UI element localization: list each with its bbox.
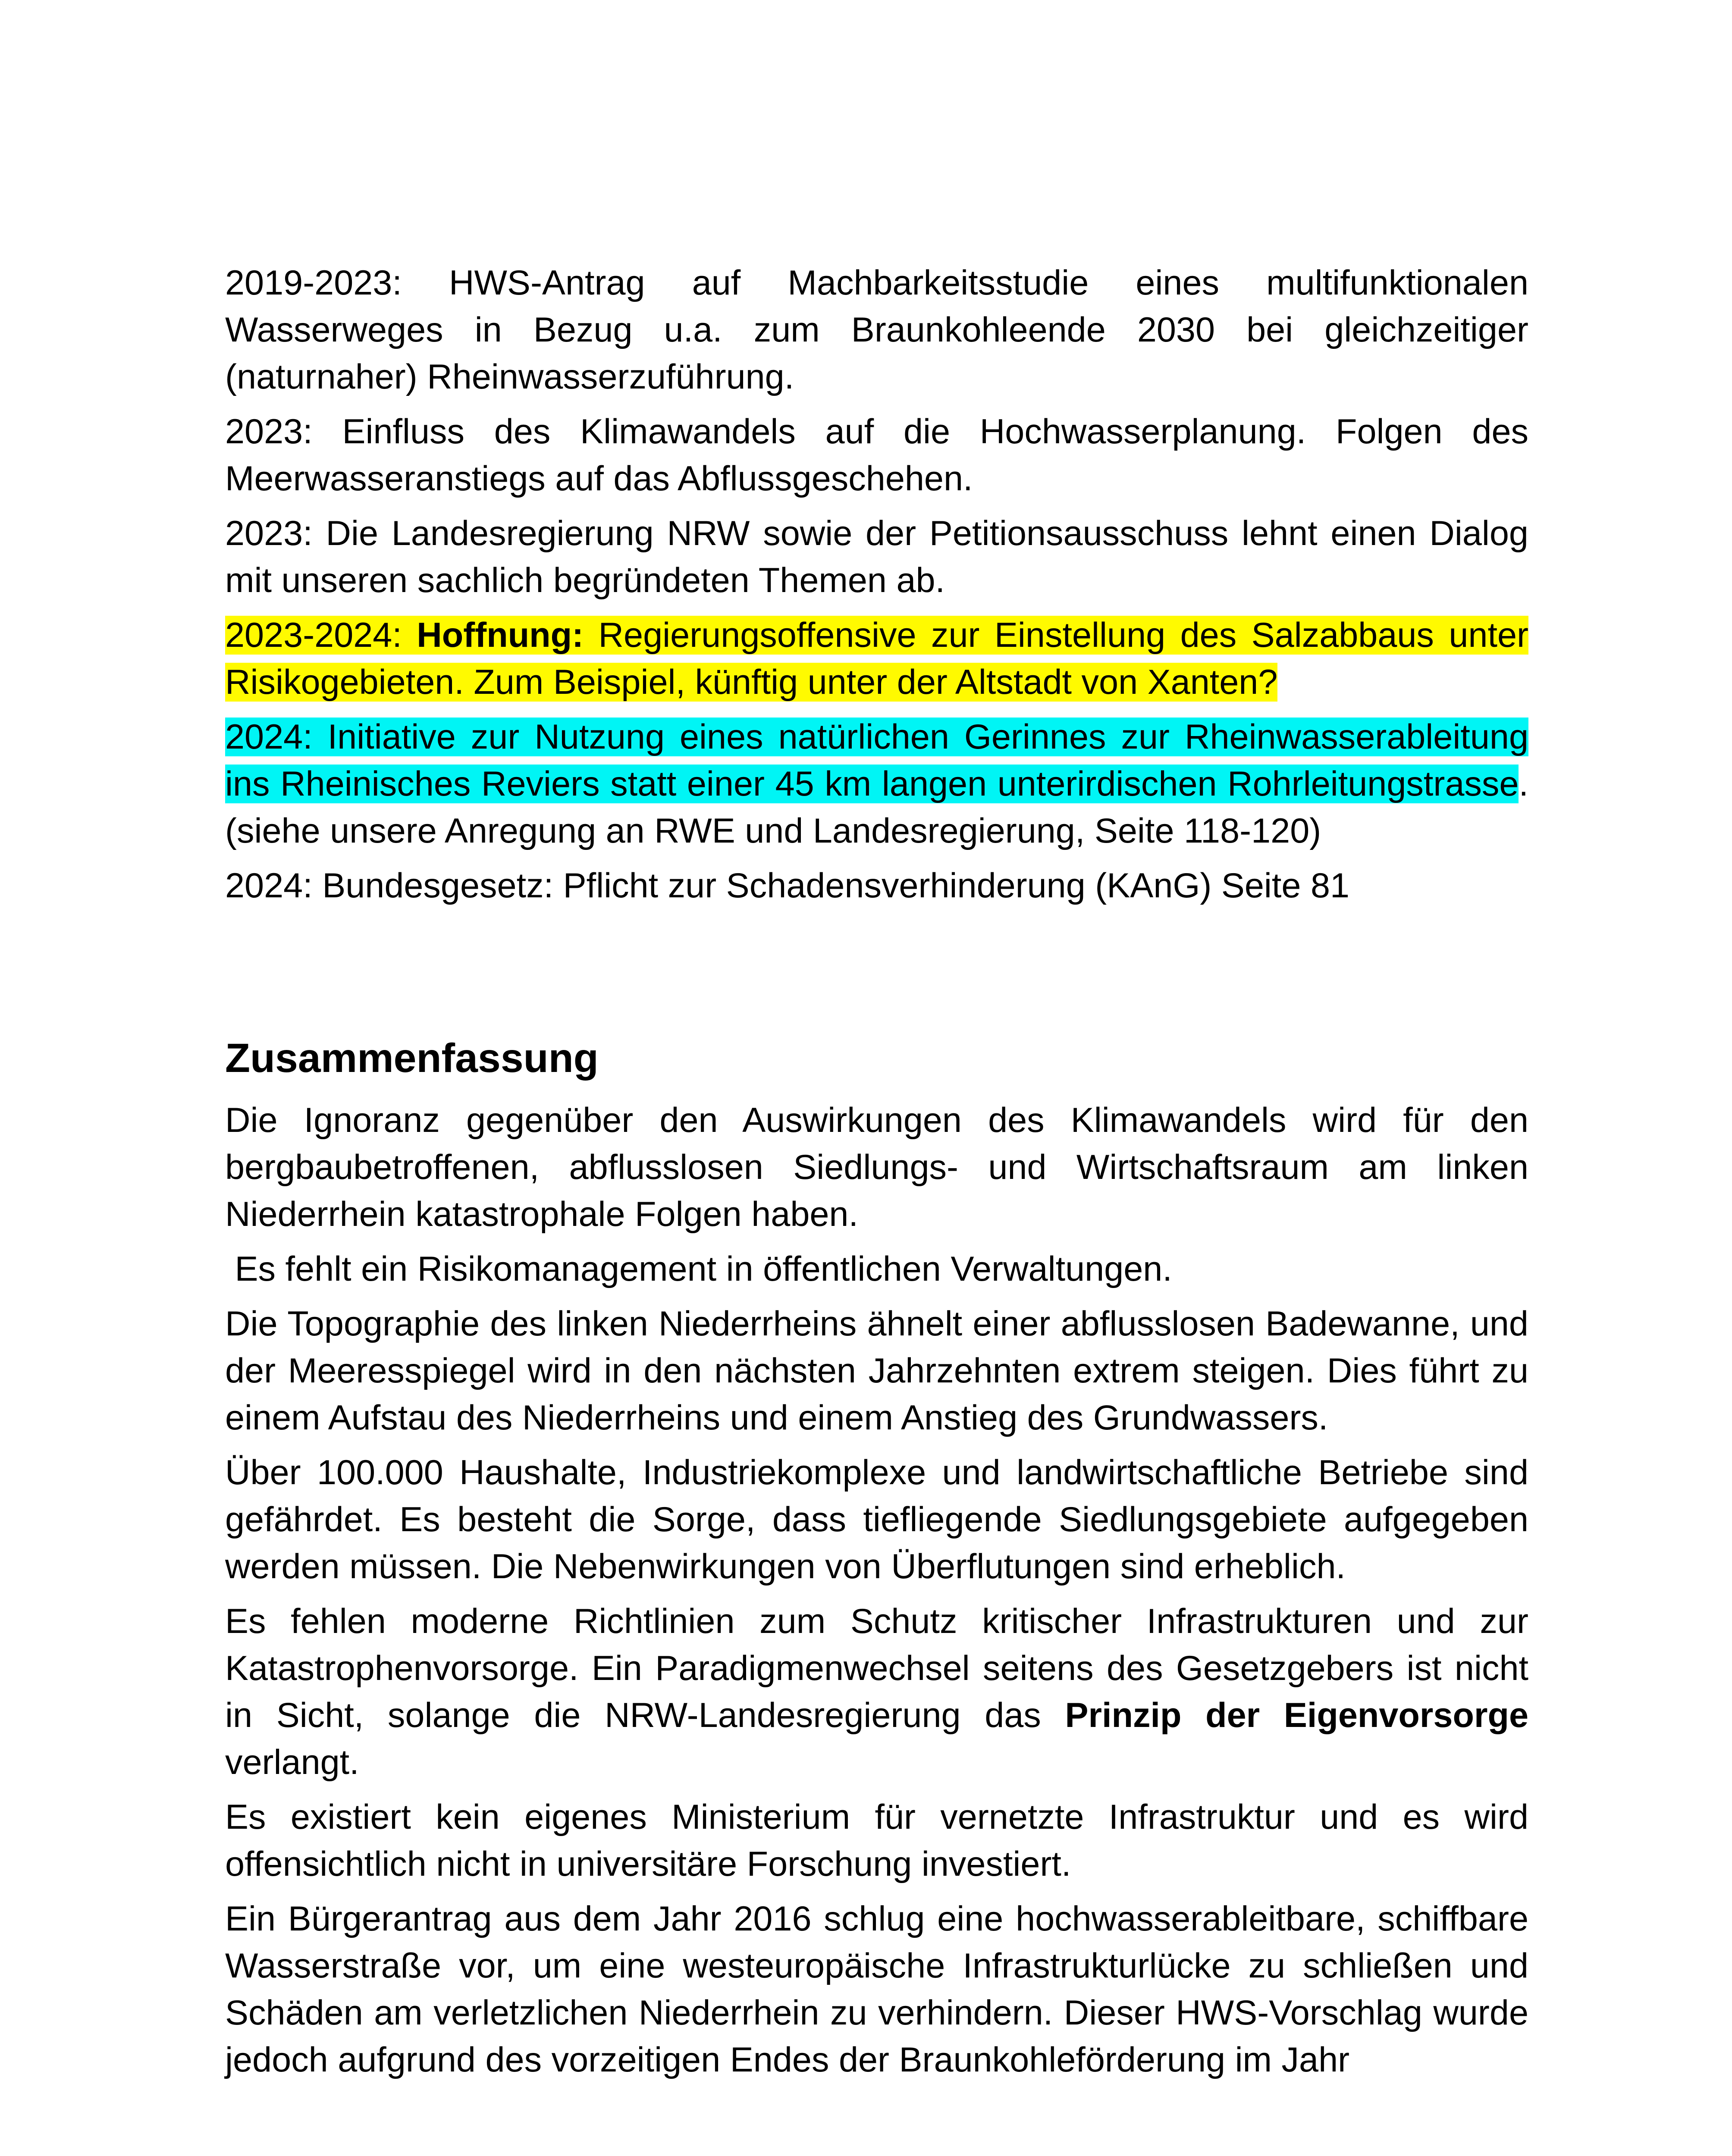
- summary-paragraph-6: Es existiert kein eigenes Ministerium für vernetzte Infrastruktur und es wird offensichtlich nicht in universitäre Forschung investiert.: [225, 1798, 1528, 1883]
- yellow-highlight: [225, 616, 1528, 702]
- cyan-highlight: 2024: Initiative zur Nutzung eines natürlichen Gerinnes zur Rheinwasserableitung ins Rheinisches Reviers statt einer 45 km langen unterirdischen Rohrleitungstrasse: [225, 718, 1528, 803]
- summary-paragraph-2: Es fehlt ein Risikomanagement in öffentlichen Verwaltungen.: [225, 1250, 1172, 1288]
- section-heading: Zusammenfassung: [225, 1035, 599, 1081]
- summary-paragraph-1: Die Ignoranz gegenüber den Auswirkungen des Klimawandels wird für den bergbaubetroffenen, abflusslosen Siedlungs- und Wirtschaftsraum am linken Niederrhein katastrophale Folgen haben.: [225, 1101, 1528, 1234]
- entry-text: Regierungsoffensive zur Einstellung des Salzabbaus unter Risikogebieten. Zum Beispiel, künftig unter der Altstadt von Xanten?: [225, 616, 1528, 702]
- chronology-entry-2023-2024-hope: [225, 612, 1528, 706]
- entry-prefix: 2023-2024:: [225, 616, 417, 655]
- chronology-entry-2019-2023: 2019-2023: HWS-Antrag auf Machbarkeitsstudie eines multifunktionalen Wasserweges in Bezug u.a. zum Braunkohleende 2030 bei gleichzeitiger (naturnaher) Rheinwasserzuführung.: [225, 263, 1528, 396]
- entry-text: . (siehe unsere Anregung an RWE und Landesregierung, Seite 118-120): [225, 765, 1528, 850]
- chronology-entry-2024-law: 2024: Bundesgesetz: Pflicht zur Schadensverhinderung (KAnG) Seite 81: [225, 866, 1350, 905]
- bold-principle: Prinzip der Eigenvorsorge: [1065, 1696, 1529, 1735]
- summary-paragraph-5: [225, 1598, 1528, 1786]
- page-content: [225, 260, 1528, 2091]
- chronology-entry-2023-dialog: 2023: Die Landesregierung NRW sowie der Petitionsausschuss lehnt einen Dialog mit unseren sachlich begründeten Themen ab.: [225, 514, 1528, 600]
- summary-paragraph-4: Über 100.000 Haushalte, Industriekomplexe und landwirtschaftliche Betriebe sind gefährdet. Es besteht die Sorge, dass tiefliegende Siedlungsgebiete aufgegeben werden müssen. Die Nebenwirkungen von Überflutungen sind erheblich.: [225, 1453, 1528, 1586]
- summary-paragraph-3: Die Topographie des linken Niederrheins ähnelt einer abflusslosen Badewanne, und der Meeresspiegel wird in den nächsten Jahrzehnten extrem steigen. Dies führt zu einem Aufstau des Niederrheins und einem Anstieg des Grundwassers.: [225, 1304, 1528, 1437]
- bold-hope-label: Hoffnung:: [417, 616, 584, 655]
- chronology-entry-2024-initiative: [225, 714, 1528, 855]
- paragraph-text: verlangt.: [225, 1743, 359, 1782]
- chronology-entry-2023-climate: 2023: Einfluss des Klimawandels auf die Hochwasserplanung. Folgen des Meerwasseranstiegs auf das Abflussgeschehen.: [225, 412, 1528, 498]
- summary-paragraph-7: Ein Bürgerantrag aus dem Jahr 2016 schlug eine hochwasserableitbare, schiffbare Wasserstraße vor, um eine westeuropäische Infrastrukturlücke zu schließen und Schäden am verletzlichen Niederrhein zu verhindern. Dieser HWS-Vorschlag wurde jedoch aufgrund des vorzeitigen Endes der Braunkohleförderung im Jahr: [225, 1899, 1528, 2079]
- paragraph-text: Es fehlen moderne Richtlinien zum Schutz kritischer Infrastrukturen und zur Katastrophenvorsorge. Ein Paradigmenwechsel seitens des Gesetzgebers ist nicht in Sicht, solange die NRW-Landesregierung das: [225, 1602, 1528, 1735]
